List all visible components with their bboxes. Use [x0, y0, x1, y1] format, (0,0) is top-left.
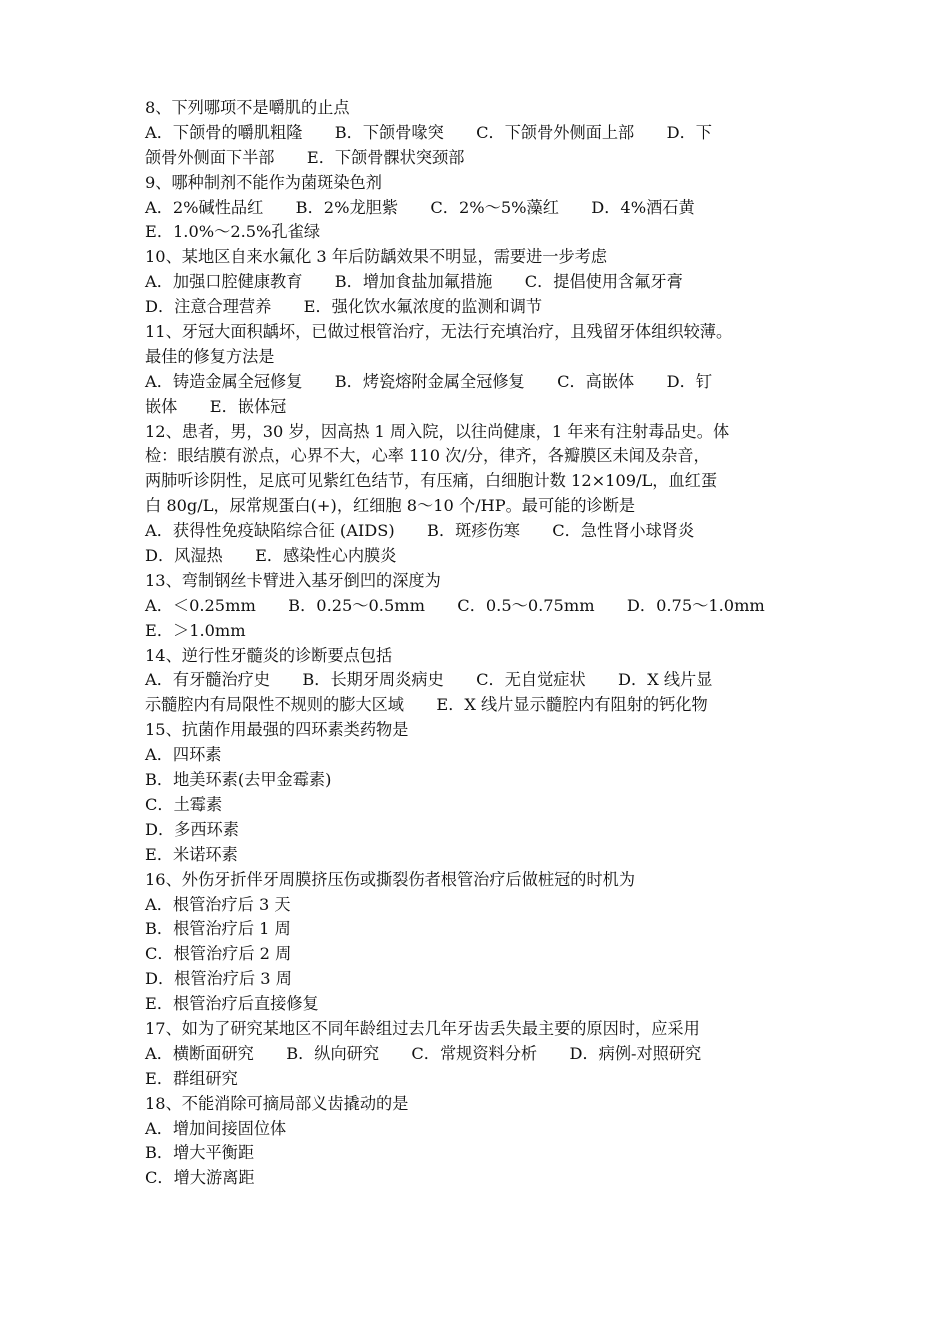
question-14-options-line-1: A．有牙髓治疗史 B．长期牙周炎病史 C．无自觉症状 D．X 线片显 [145, 670, 713, 690]
question-18-stem: 18、不能消除可摘局部义齿撬动的是 [145, 1093, 409, 1113]
question-16-option-a: A．根管治疗后 3 天 [145, 894, 291, 914]
question-11-options-line-2: 嵌体 E．嵌体冠 [145, 396, 287, 416]
question-15-option-b: B．地美环素(去甲金霉素) [145, 770, 332, 790]
question-14-stem: 14、逆行性牙髓炎的诊断要点包括 [145, 645, 393, 665]
question-12-stem-line-1: 12、患者，男，30 岁，因高热 1 周入院，以往尚健康，1 年来有注射毒品史。体 [145, 421, 730, 441]
question-13-options-line-2: E．＞1.0mm [145, 620, 246, 640]
question-10-stem: 10、某地区自来水氟化 3 年后防龋效果不明显，需要进一步考虑 [145, 247, 608, 267]
question-16-option-c: C．根管治疗后 2 周 [145, 944, 292, 964]
question-16-stem: 16、外伤牙折伴牙周膜挤压伤或撕裂伤者根管治疗后做桩冠的时机为 [145, 869, 636, 889]
document-body [145, 96, 807, 1191]
question-16-option-d: D．根管治疗后 3 周 [145, 969, 292, 989]
question-13-stem: 13、弯制钢丝卡臂进入基牙倒凹的深度为 [145, 570, 441, 590]
question-9-options-line-2: E．1.0%～2.5%孔雀绿 [145, 222, 321, 242]
question-16-option-b: B．根管治疗后 1 周 [145, 919, 291, 939]
question-18-option-c: C．增大游离距 [145, 1168, 255, 1188]
question-11-stem-line-1: 11、牙冠大面积龋坏，已做过根管治疗，无法行充填治疗，且残留牙体组织较薄。 [145, 322, 733, 342]
question-12-stem-line-4: 白 80g/L，尿常规蛋白(+)，红细胞 8～10 个/HP。最可能的诊断是 [145, 496, 636, 516]
question-10-options-line-1: A．加强口腔健康教育 B．增加食盐加氟措施 C．提倡使用含氟牙膏 [145, 272, 683, 292]
question-18-option-a: A．增加间接固位体 [145, 1118, 287, 1138]
question-8-stem: 8、下列哪项不是嚼肌的止点 [145, 98, 350, 117]
question-17-stem: 17、如为了研究某地区不同年龄组过去几年牙齿丢失最主要的原因时，应采用 [145, 1018, 700, 1038]
question-8-options-line-2: 颌骨外侧面下半部 E．下颌骨髁状突颈部 [145, 147, 465, 167]
question-9-stem: 9、哪种制剂不能作为菌斑染色剂 [145, 172, 382, 192]
question-15-option-a: A．四环素 [145, 745, 222, 765]
question-15-option-c: C．土霉素 [145, 794, 223, 814]
question-12-options-line-2: D．风湿热 E．感染性心内膜炎 [145, 546, 397, 566]
question-14-options-line-2: 示髓腔内有局限性不规则的膨大区域 E．X 线片显示髓腔内有阻射的钙化物 [145, 695, 708, 715]
question-15-option-d: D．多西环素 [145, 819, 239, 839]
question-15-option-e: E．米诺环素 [145, 844, 238, 864]
question-15-stem: 15、抗菌作用最强的四环素类药物是 [145, 720, 409, 740]
question-10-options-line-2: D．注意合理营养 E．强化饮水氟浓度的监测和调节 [145, 297, 543, 317]
question-18-option-b: B．增大平衡距 [145, 1143, 255, 1163]
question-12-stem-line-2: 检：眼结膜有淤点，心界不大，心率 110 次/分，律齐，各瓣膜区未闻及杂音， [145, 446, 710, 466]
question-11-options-line-1: A．铸造金属全冠修复 B．烤瓷熔附金属全冠修复 C．高嵌体 D．钉 [145, 371, 712, 391]
question-17-options-line-2: E．群组研究 [145, 1068, 238, 1088]
question-12-options-line-1: A．获得性免疫缺陷综合征 (AIDS) B．斑疹伤寒 C．急性肾小球肾炎 [145, 521, 695, 541]
question-11-stem-line-2: 最佳的修复方法是 [145, 346, 275, 366]
question-17-options-line-1: A．横断面研究 B．纵向研究 C．常规资料分析 D．病例-对照研究 [145, 1043, 702, 1063]
question-9-options-line-1: A．2%碱性品红 B．2%龙胆紫 C．2%～5%藻红 D．4%酒石黄 [145, 197, 695, 217]
question-13-options-line-1: A．＜0.25mm B．0.25～0.5mm C．0.5～0.75mm D．0.75～1.0mm [145, 595, 765, 615]
question-12-stem-line-3: 两肺听诊阴性，足底可见紫红色结节，有压痛，白细胞计数 12×109/L，血红蛋 [145, 471, 718, 491]
question-8-options-line-1: A．下颌骨的嚼肌粗隆 B．下颌骨喙突 C．下颌骨外侧面上部 D．下 [145, 122, 712, 142]
question-16-option-e: E．根管治疗后直接修复 [145, 994, 319, 1014]
